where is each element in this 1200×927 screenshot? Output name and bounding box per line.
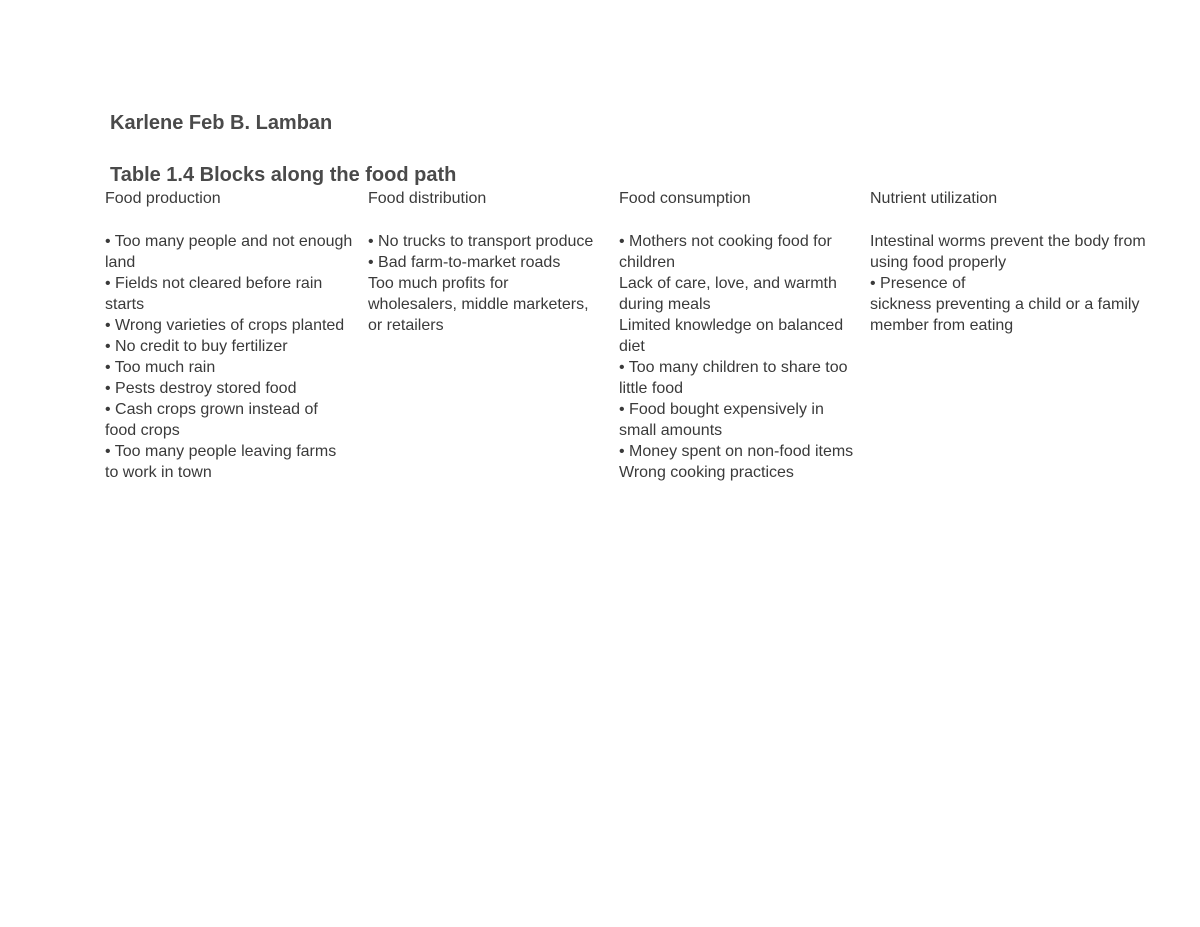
list-item: • Pests destroy stored food (105, 380, 297, 397)
list-item: Intestinal worms prevent the body from using food properly (870, 233, 1146, 271)
list-item: Lack of care, love, and warmth during meals (619, 275, 837, 313)
list-item: • Cash crops grown instead of food crops (105, 401, 318, 439)
list-item: Limited knowledge on balanced diet (619, 317, 844, 355)
item-list (619, 231, 859, 483)
list-item: Too much profits for wholesalers, middle marketers, or retailers (368, 275, 589, 334)
list-item: • Mothers not cooking food for children (619, 233, 832, 271)
column-header: Nutrient utilization (870, 190, 998, 207)
column-food-production (105, 188, 353, 483)
column-header: Food consumption (619, 190, 751, 207)
column-header: Food distribution (368, 190, 487, 207)
item-list (368, 231, 598, 336)
list-item: • Bad farm-to-market roads (368, 254, 561, 271)
column-food-consumption (619, 188, 859, 483)
list-item: • Presence of (870, 275, 966, 292)
list-item: sickness preventing a child or a family member from eating (870, 296, 1140, 334)
list-item: • Fields not cleared before rain starts (105, 275, 323, 313)
item-list (870, 231, 1155, 336)
list-item: Wrong cooking practices (619, 464, 794, 481)
list-item: • Food bought expensively in small amounts (619, 401, 824, 439)
table-title: Table 1.4 Blocks along the food path (110, 164, 457, 186)
column-nutrient-utilization (870, 188, 1155, 336)
author-name: Karlene Feb B. Lamban (110, 112, 333, 134)
item-list (105, 231, 353, 483)
list-item: • Too many people leaving farms to work in town (105, 443, 337, 481)
list-item: • No credit to buy fertilizer (105, 338, 288, 355)
list-item: • Too many children to share too little food (619, 359, 848, 397)
list-item: • Money spent on non-food items (619, 443, 854, 460)
list-item: • Too many people and not enough land (105, 233, 353, 271)
column-food-distribution (368, 188, 598, 336)
list-item: • Wrong varieties of crops planted (105, 317, 345, 334)
list-item: • No trucks to transport produce (368, 233, 594, 250)
column-header: Food production (105, 190, 221, 207)
list-item: • Too much rain (105, 359, 216, 376)
